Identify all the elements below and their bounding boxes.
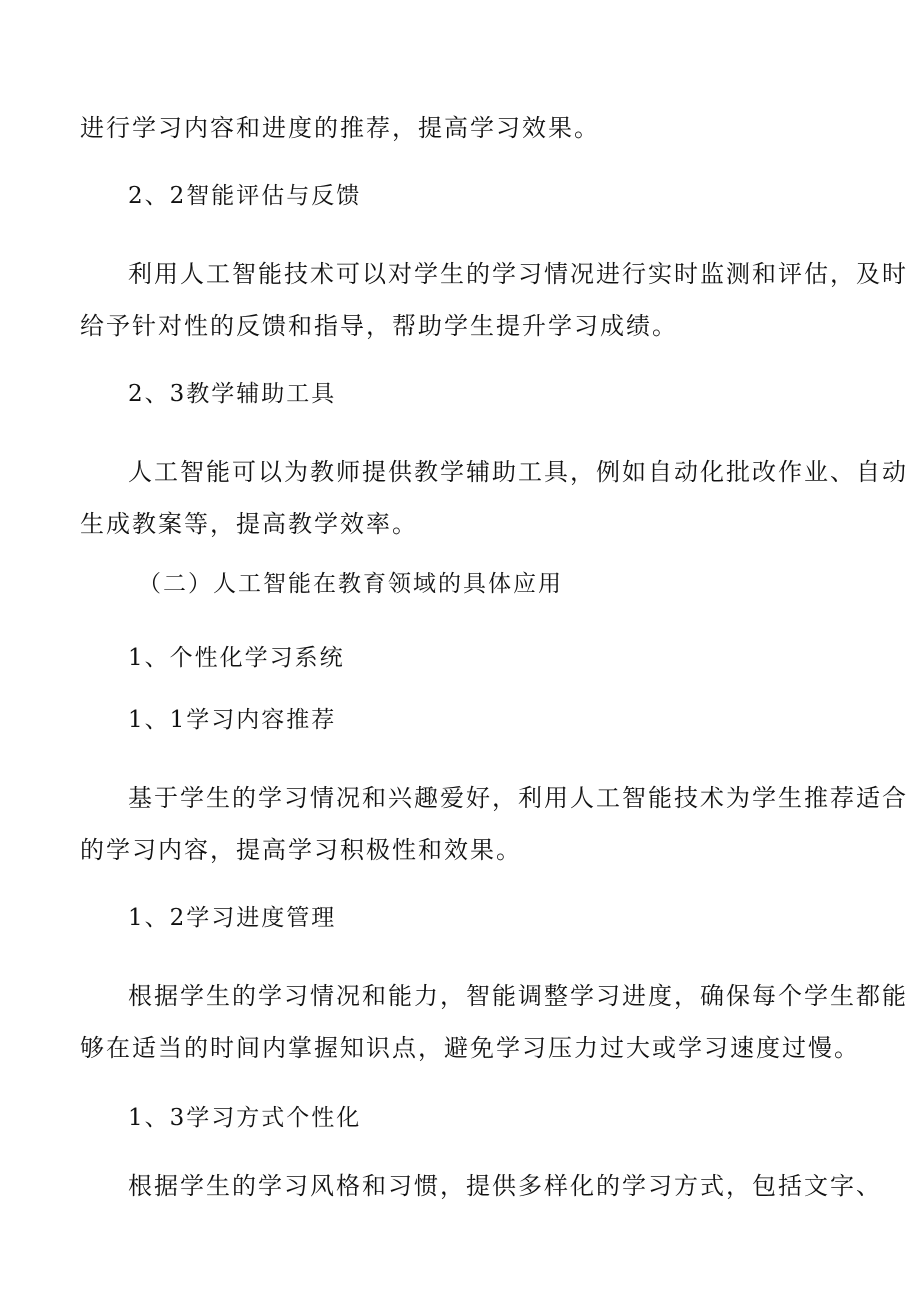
paragraph-1-2-line-2: 够在适当的时间内掌握知识点，避免学习压力过大或学习速度过慢。 <box>80 1034 860 1062</box>
paragraph-2-3-line-1: 人工智能可以为教师提供教学辅助工具，例如自动化批改作业、自动 <box>128 458 908 486</box>
section-heading-2: （二）人工智能在教育领域的具体应用 <box>138 571 563 597</box>
paragraph-1-1-line-1: 基于学生的学习情况和兴趣爱好，利用人工智能技术为学生推荐适合 <box>128 784 908 812</box>
paragraph-2-2-line-1: 利用人工智能技术可以对学生的学习情况进行实时监测和评估，及时 <box>128 260 908 288</box>
paragraph-2-2-line-2: 给予针对性的反馈和指导，帮助学生提升学习成绩。 <box>80 312 678 340</box>
paragraph-1-3-line-1: 根据学生的学习风格和习惯，提供多样化的学习方式，包括文字、 <box>128 1172 882 1200</box>
paragraph-2-3-line-2: 生成教案等，提高教学效率。 <box>80 510 418 538</box>
paragraph-1-2-line-1: 根据学生的学习情况和能力，智能调整学习进度，确保每个学生都能 <box>128 982 908 1010</box>
heading-2-2: 2、2智能评估与反馈 <box>128 183 362 209</box>
heading-1-3: 1、3学习方式个性化 <box>128 1105 362 1131</box>
heading-1-1: 1、1学习内容推荐 <box>128 707 337 733</box>
heading-2-3: 2、3教学辅助工具 <box>128 381 337 407</box>
paragraph-intro-line: 进行学习内容和进度的推荐，提高学习效果。 <box>80 114 600 142</box>
paragraph-1-1-line-2: 的学习内容，提高学习积极性和效果。 <box>80 836 522 864</box>
heading-1: 1、个性化学习系统 <box>128 645 345 671</box>
heading-1-2: 1、2学习进度管理 <box>128 905 337 931</box>
